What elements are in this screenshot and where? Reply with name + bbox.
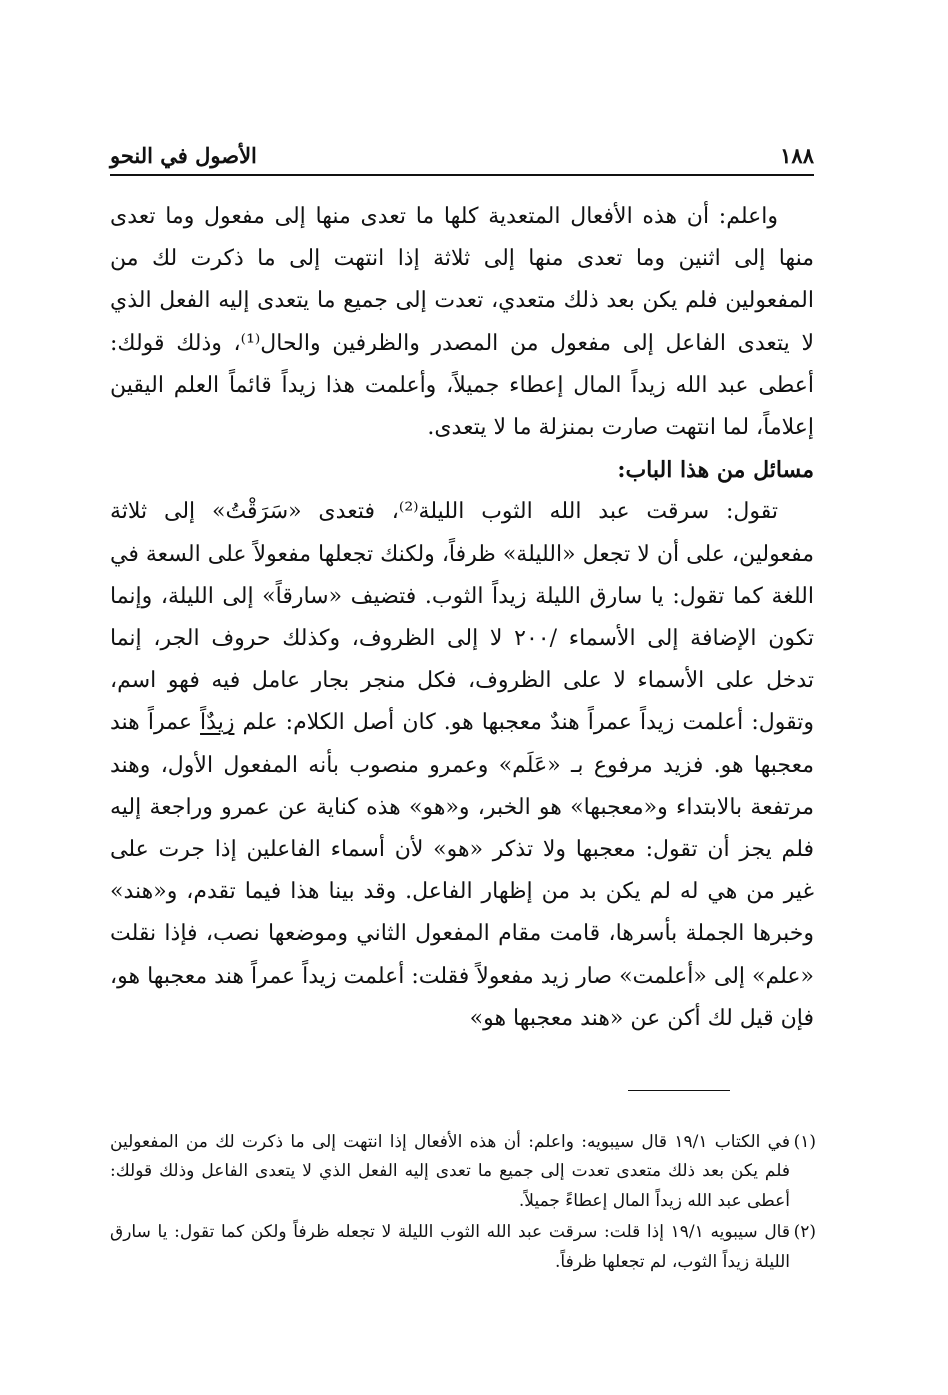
section-heading: مسائل من هذا الباب: (617, 457, 814, 484)
footnote-2 (110, 1218, 816, 1277)
footnote-text: قال سيبويه ١٩/١ إذا قلت: سرقت عبد الله الثوب الليلة لا تجعله ظرفاً ولكن كما تقول: يا سارق الليلة زيداً الثوب، لم تجعلها ظرفاً. (110, 1222, 790, 1272)
main-text (110, 196, 814, 1040)
footnote-1 (110, 1128, 816, 1216)
header-rule (110, 174, 814, 176)
paragraph-2-part-1: تقول: سرقت عبد الله الثوب الليلة⁽²⁾، فتعدى «سَرَقْتُ» إلى ثلاثة مفعولين، على أن لا تجعل «الليلة» ظرفاً، ولكنك تجعلها مفعولاً على السعة في اللغة كما تقول: يا سارق الليلة زيداً الثوب. فتضيف «سارقاً» إلى الليلة، وإنما تكون الإضافة إلى الأسماء /٢٠٠ لا إلى الظروف، وكذلك حروف الجر، إنما تدخل على الأسماء لا على الظروف، فكل منجر بجار عامل فيه فهو اسم، وتقول: أعلمت زيداً عمراً هندٌ معجبها هو. كان أصل الكلام: علم (110, 499, 815, 736)
footnotes (110, 1128, 816, 1279)
underlined-word: زيدٌاً (200, 710, 235, 736)
footnote-number: (٢) (793, 1222, 816, 1243)
footnote-separator (628, 1090, 730, 1091)
footnote-number: (١) (793, 1132, 816, 1152)
paragraph-2-part-2: عمراً هند معجبها هو. فزيد مرفوع بـ «عَلَم» وعمرو منصوب بأنه المفعول الأول، وهند مرتفعة بالابتداء و«معجبها» هو الخبر، و«هو» هذه كناية عن عمرو وراجعة إليه فلم يجز أن تقول: معجبها ولا تذكر «هو» لأن أسماء الفاعلين إذا جرت على غير من هي له لم يكن بد من إظهار الفاعل. وقد بينا هذا فيما تقدم، و«هند» وخبرها الجملة بأسرها، قامت مقام المفعول الثاني وموضعها نصب، فإذا نقلت «علم» إلى «أعلمت» صار زيد مفعولاً فقلت: أعلمت زيداً عمراً هند معجبها هو، فإن قيل لك أكن عن «هند معجبها هو» (110, 710, 814, 1031)
footnote-text: في الكتاب ١٩/١ قال سيبويه: واعلم: أن هذه الأفعال إذا انتهت إلى ما ذكرت لك من المفعولين فلم يكن بعد ذلك متعدى تعدت إلى جميع ما تعدى إليه الفعل الذي لا يتعدى الفاعل وذلك قولك: أعطى عبد الله زيداً المال إعطاءً جميلاً. (110, 1132, 790, 1211)
paragraph-2 (110, 491, 814, 1040)
book-title: الأصول في النحو (110, 142, 257, 168)
running-header (110, 138, 814, 172)
page-number: ١٨٨ (780, 142, 814, 168)
paragraph-1: واعلم: أن هذه الأفعال المتعدية كلها ما تعدى منها إلى مفعول وما تعدى منها إلى اثنين وما تعدى منها إلى ثلاثة إذا انتهت إلى ما ذكرت لك من المفعولين فلم يكن بعد ذلك متعدي، تعدت إلى جميع ما يتعدى إليه الفعل الذي لا يتعدى الفاعل إلى مفعول من المصدر والظرفين والحال⁽¹⁾، وذلك قولك: أعطى عبد الله زيداً المال إعطاء جميلاً، وأعلمت هذا زيداً قائماً العلم اليقين إعلاماً، لما انتهت صارت بمنزلة ما لا يتعدى. (110, 204, 814, 441)
